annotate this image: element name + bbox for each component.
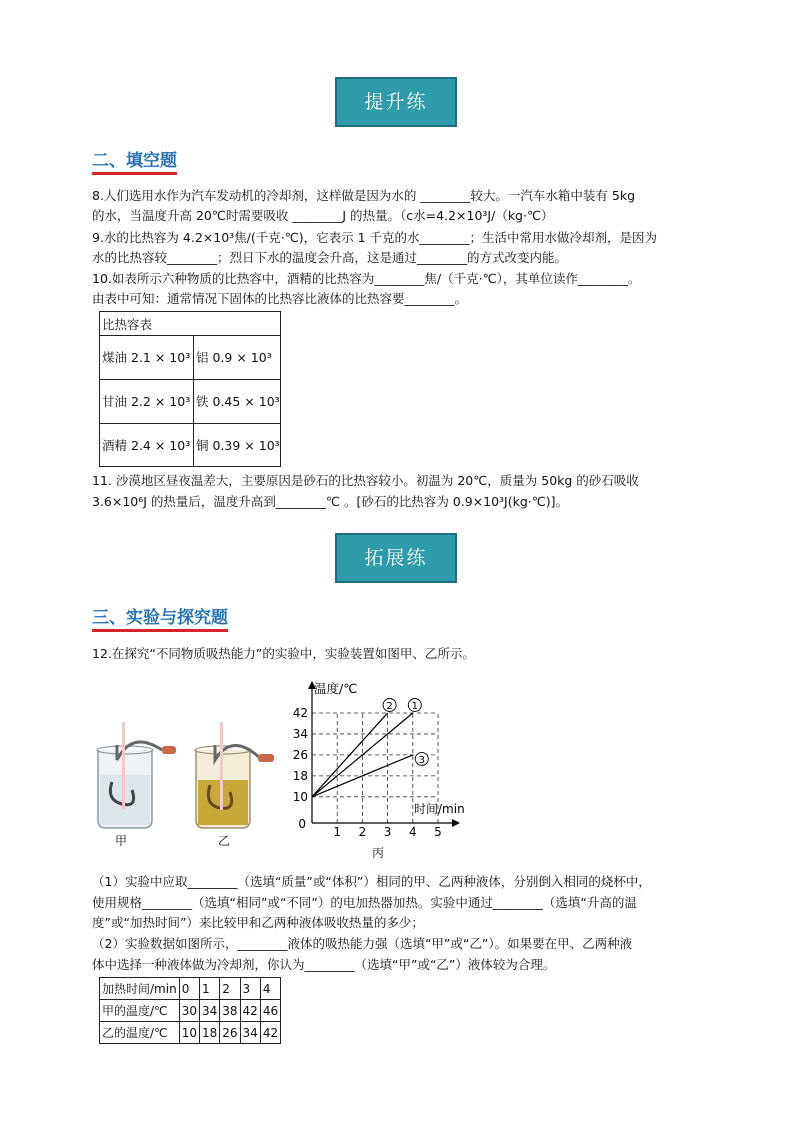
- table-cell: 42: [240, 1000, 260, 1022]
- q12-part1-line-3: 度”或“加热时间”）来比较甲和乙两种液体吸收热量的多少；: [92, 915, 424, 930]
- table-cell: 1: [199, 978, 219, 1000]
- section-heading-text: 三、实验与探究题: [92, 608, 228, 628]
- table-cell: 30: [179, 1000, 199, 1022]
- heating-data-table: [99, 977, 281, 1044]
- table-cell: 0: [179, 978, 199, 1000]
- x-tick-label: 3: [383, 825, 392, 839]
- x-tick-label: 5: [434, 825, 442, 839]
- specific-heat-table-body: [99, 335, 281, 467]
- beaker-illustrations: [92, 720, 282, 835]
- x-tick-label: 2: [358, 825, 367, 839]
- table-cell: 34: [199, 1000, 219, 1022]
- q12-part1-line-2: 使用规格________（选填“相同”或“不同”）的电加热器加热。实验中通过________（选填“升高的温: [92, 895, 637, 910]
- q12-part2-line-2: 体中选择一种液体做为冷却剂，你认为________（选填“甲”或“乙”）液体较为合理。: [92, 957, 556, 972]
- cell-copper: 铜 0.39 × 10³: [196, 438, 280, 453]
- q11-line-2: 3.6×10⁶J 的热量后，温度升高到________℃ 。[砂石的比热容为 0.9×10³J(kg·℃)]。: [92, 494, 569, 509]
- section-underline: [92, 629, 228, 632]
- cell-aluminum: 铝 0.9 × 10³: [196, 350, 272, 365]
- table-cell: 42: [260, 1022, 280, 1044]
- row-header-cell: 加热时间/min: [100, 978, 180, 1000]
- banner-tisheng: 提升练: [335, 77, 457, 127]
- section-heading-fill-blank: [92, 146, 177, 171]
- cell-alcohol: 酒精 2.4 × 10³: [102, 438, 191, 453]
- chart-labels: [293, 681, 465, 839]
- q8-line-1: 8.人们选用水作为汽车发动机的冷却剂，这样做是因为水的 ________较大。一汽车水箱中装有 5kg: [92, 188, 636, 203]
- series-name-label: 1: [411, 701, 418, 712]
- q9-line-2: 水的比热容较________；烈日下水的温度会升高，这是通过________的方式改变内能。: [92, 250, 568, 265]
- specific-heat-table-title: 比热容表: [100, 312, 281, 336]
- label-jia: 甲: [115, 834, 128, 848]
- cell-glycerin: 甘油 2.2 × 10³: [102, 394, 191, 409]
- series-name-label: 3: [418, 754, 425, 766]
- q12-part1-line-1: （1）实验中应取________（选填“质量”或“体积”）相同的甲、乙两种液体，分别倒入相同的烧杯中，: [92, 874, 651, 889]
- table-cell: 38: [220, 1000, 240, 1022]
- y-tick-label: 42: [292, 706, 308, 720]
- q10-line-2: 由表中可知：通常情况下固体的比热容比液体的比热容要________。: [92, 291, 468, 306]
- specific-heat-table: [99, 311, 281, 336]
- y-tick-label: 34: [292, 726, 308, 741]
- q8-line-2: 的水，当温度升高 20℃时需要吸收 ________J 的热量。（c水=4.2×10³J/（kg·℃）: [92, 208, 554, 223]
- cell-iron: 铁 0.45 × 10³: [196, 394, 280, 409]
- table-row: [100, 978, 281, 1000]
- q12-part2-line-1: （2）实验数据如图所示，________液体的吸热能力强（选填“甲”或“乙”）。如果要在甲、乙两种液: [92, 936, 633, 951]
- row-header-cell: 甲的温度/℃: [100, 1000, 180, 1022]
- y-tick-label: 10: [292, 789, 308, 804]
- x-axis-label: 时间/min: [414, 802, 465, 816]
- table-cell: 10: [179, 1022, 199, 1044]
- beaker-jia-icon: [97, 722, 176, 828]
- q9-line-1: 9.水的比热容为 4.2×10³焦/(千克·℃)，它表示 1 千克的水________；生活中常用水做冷却剂，是因为: [92, 230, 658, 245]
- table-row: [100, 1022, 281, 1044]
- q12-intro: 12.在探究“不同物质吸热能力”的实验中，实验装置如图甲、乙所示。: [92, 646, 475, 661]
- y-axis-label: 温度/℃: [314, 681, 358, 696]
- cell-kerosene: 煤油 2.1 × 10³: [102, 350, 191, 365]
- banner-tuozhan: 拓展练: [335, 533, 457, 583]
- x-axis-arrow: [452, 819, 460, 827]
- table-cell: 2: [220, 978, 240, 1000]
- x-tick-label: 1: [333, 825, 342, 839]
- series-name-label: 2: [386, 701, 393, 712]
- q11-line-1: 11. 沙漠地区昼夜温差大，主要原因是砂石的比热容较小。初温为 20℃，质量为 50kg 的砂石吸收: [92, 473, 639, 488]
- origin-label: 0: [298, 817, 306, 831]
- table-cell: 3: [240, 978, 260, 1000]
- beaker-yi-icon: [195, 722, 274, 828]
- table-cell: 46: [260, 1000, 280, 1022]
- x-tick-label: 4: [408, 825, 417, 839]
- label-yi: 乙: [218, 834, 231, 848]
- row-header-cell: 乙的温度/℃: [100, 1022, 180, 1044]
- table-cell: 4: [260, 978, 280, 1000]
- y-tick-label: 26: [292, 747, 308, 762]
- q10-line-1: 10.如表所示六种物质的比热容中，酒精的比热容为________焦/（千克·℃），其单位读作________。: [92, 271, 641, 286]
- section-heading-text: 二、填空题: [92, 151, 177, 171]
- label-bing: 丙: [372, 846, 385, 860]
- table-cell: 26: [220, 1022, 240, 1044]
- table-row: [100, 1000, 281, 1022]
- temperature-time-chart: [290, 675, 510, 840]
- table-cell: 18: [199, 1022, 219, 1044]
- y-tick-label: 18: [292, 768, 308, 783]
- table-cell: 34: [240, 1022, 260, 1044]
- section-heading-experiment: [92, 603, 228, 628]
- section-underline: [92, 172, 177, 175]
